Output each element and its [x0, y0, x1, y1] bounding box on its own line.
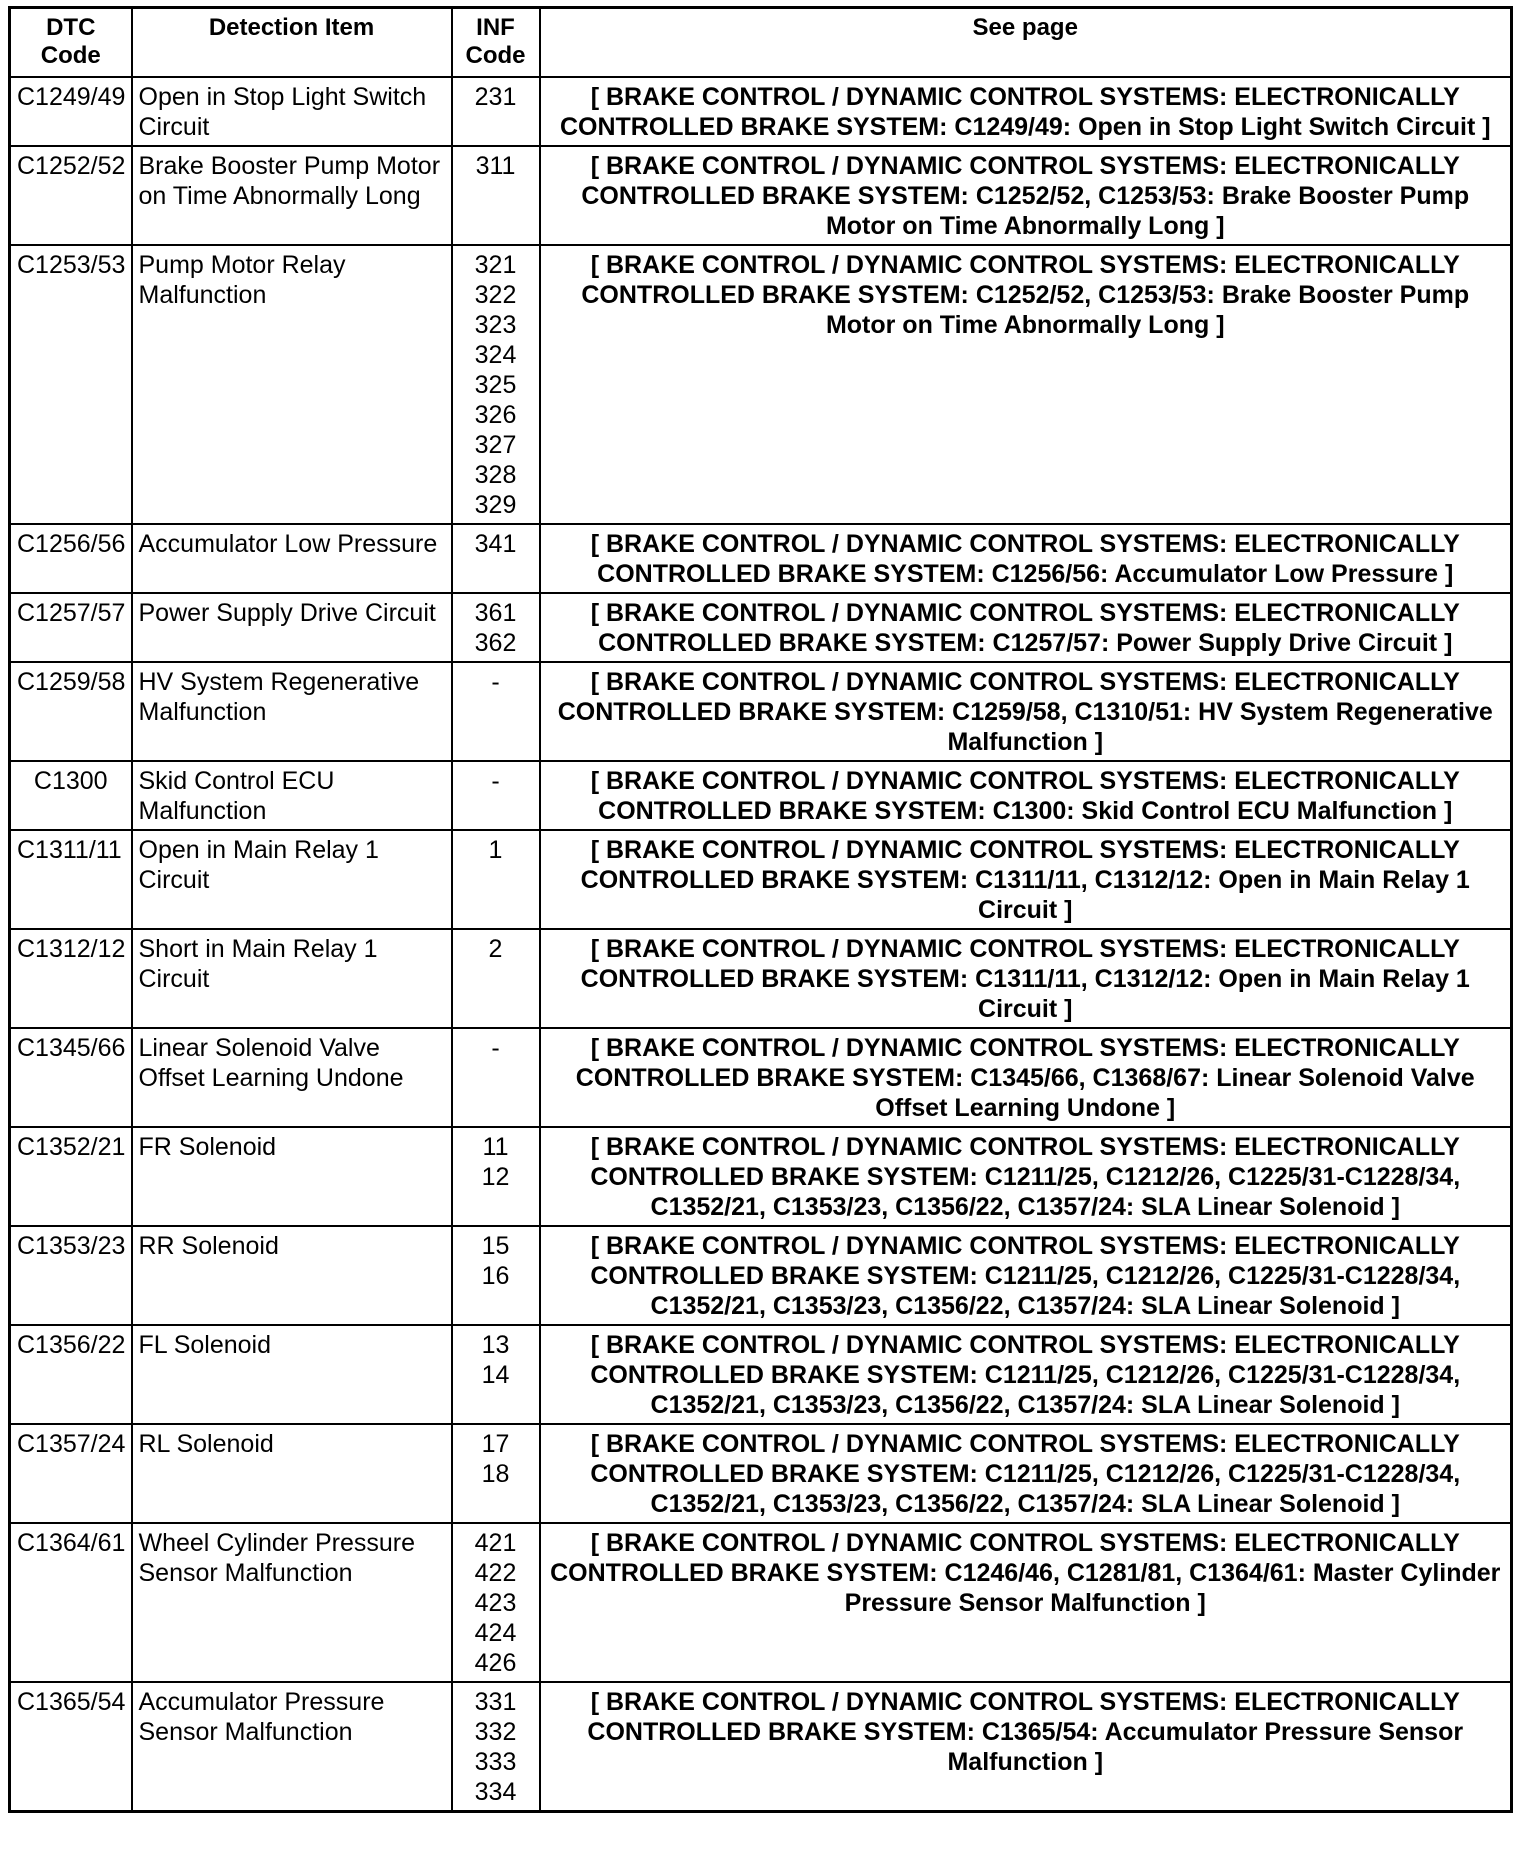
dtc-code-cell: C1364/61	[10, 1523, 132, 1682]
inf-code-cell: 11 12	[452, 1127, 540, 1226]
see-page-link[interactable]: [ BRAKE CONTROL / DYNAMIC CONTROL SYSTEMS: ELECTRONICALLY CONTROLLED BRAKE SYSTEM: C1300: Skid Control ECU Malfunction ]	[540, 761, 1512, 830]
inf-code-cell: 321 322 323 324 325 326 327 328 329	[452, 245, 540, 524]
table-row	[10, 662, 1512, 761]
dtc-code-cell: C1252/52	[10, 146, 132, 245]
detection-item-cell: FR Solenoid	[132, 1127, 452, 1226]
detection-item-cell: Short in Main Relay 1 Circuit	[132, 929, 452, 1028]
detection-item-cell: Accumulator Low Pressure	[132, 524, 452, 593]
header-dtc-line2: Code	[40, 42, 101, 69]
table-row	[10, 1523, 1512, 1682]
detection-item-cell: RR Solenoid	[132, 1226, 452, 1325]
table-row	[10, 1682, 1512, 1812]
table-row	[10, 929, 1512, 1028]
see-page-link[interactable]: [ BRAKE CONTROL / DYNAMIC CONTROL SYSTEMS: ELECTRONICALLY CONTROLLED BRAKE SYSTEM: C1211/25, C1212/26, C1225/31-C1228/34, C1352/21, C1353/23, C1356/22, C1357/24: SLA Linear Solenoid ]	[540, 1226, 1512, 1325]
dtc-code-cell: C1257/57	[10, 593, 132, 662]
table-body	[10, 77, 1512, 1812]
table-row	[10, 1028, 1512, 1127]
table-row	[10, 830, 1512, 929]
table-row	[10, 524, 1512, 593]
see-page-link[interactable]: [ BRAKE CONTROL / DYNAMIC CONTROL SYSTEMS: ELECTRONICALLY CONTROLLED BRAKE SYSTEM: C1311/11, C1312/12: Open in Main Relay 1 Circuit ]	[540, 830, 1512, 929]
table-row	[10, 1226, 1512, 1325]
see-page-link[interactable]: [ BRAKE CONTROL / DYNAMIC CONTROL SYSTEMS: ELECTRONICALLY CONTROLLED BRAKE SYSTEM: C1211/25, C1212/26, C1225/31-C1228/34, C1352/21, C1353/23, C1356/22, C1357/24: SLA Linear Solenoid ]	[540, 1424, 1512, 1523]
dtc-code-cell: C1256/56	[10, 524, 132, 593]
dtc-code-cell: C1357/24	[10, 1424, 132, 1523]
inf-code-cell: 361 362	[452, 593, 540, 662]
dtc-code-cell: C1311/11	[10, 830, 132, 929]
dtc-code-cell: C1353/23	[10, 1226, 132, 1325]
header-inf-line1: INF	[476, 14, 515, 41]
see-page-link[interactable]: [ BRAKE CONTROL / DYNAMIC CONTROL SYSTEMS: ELECTRONICALLY CONTROLLED BRAKE SYSTEM: C1311/11, C1312/12: Open in Main Relay 1 Circuit ]	[540, 929, 1512, 1028]
header-see-page: See page	[540, 8, 1512, 78]
dtc-code-cell: C1312/12	[10, 929, 132, 1028]
inf-code-cell: 15 16	[452, 1226, 540, 1325]
detection-item-cell: RL Solenoid	[132, 1424, 452, 1523]
dtc-code-cell: C1356/22	[10, 1325, 132, 1424]
inf-code-cell: -	[452, 1028, 540, 1127]
see-page-link[interactable]: [ BRAKE CONTROL / DYNAMIC CONTROL SYSTEMS: ELECTRONICALLY CONTROLLED BRAKE SYSTEM: C1252/52, C1253/53: Brake Booster Pump Motor on Time Abnormally Long ]	[540, 146, 1512, 245]
table-row	[10, 1325, 1512, 1424]
see-page-link[interactable]: [ BRAKE CONTROL / DYNAMIC CONTROL SYSTEMS: ELECTRONICALLY CONTROLLED BRAKE SYSTEM: C1211/25, C1212/26, C1225/31-C1228/34, C1352/21, C1353/23, C1356/22, C1357/24: SLA Linear Solenoid ]	[540, 1325, 1512, 1424]
inf-code-cell: 331 332 333 334	[452, 1682, 540, 1812]
dtc-code-cell: C1300	[10, 761, 132, 830]
see-page-link[interactable]: [ BRAKE CONTROL / DYNAMIC CONTROL SYSTEMS: ELECTRONICALLY CONTROLLED BRAKE SYSTEM: C1256/56: Accumulator Low Pressure ]	[540, 524, 1512, 593]
inf-code-cell: -	[452, 761, 540, 830]
header-dtc-line1: DTC	[46, 14, 96, 41]
inf-code-cell: 311	[452, 146, 540, 245]
header-detection-item: Detection Item	[132, 8, 452, 78]
detection-item-cell: Linear Solenoid Valve Offset Learning Undone	[132, 1028, 452, 1127]
table-row	[10, 761, 1512, 830]
table-row	[10, 1127, 1512, 1226]
inf-code-cell: 231	[452, 77, 540, 146]
detection-item-cell: FL Solenoid	[132, 1325, 452, 1424]
inf-code-cell: 1	[452, 830, 540, 929]
see-page-link[interactable]: [ BRAKE CONTROL / DYNAMIC CONTROL SYSTEMS: ELECTRONICALLY CONTROLLED BRAKE SYSTEM: C1246/46, C1281/81, C1364/61: Master Cylinder Pressure Sensor Malfunction ]	[540, 1523, 1512, 1682]
detection-item-cell: Skid Control ECU Malfunction	[132, 761, 452, 830]
see-page-link[interactable]: [ BRAKE CONTROL / DYNAMIC CONTROL SYSTEMS: ELECTRONICALLY CONTROLLED BRAKE SYSTEM: C1249/49: Open in Stop Light Switch Circuit ]	[540, 77, 1512, 146]
header-inf-code	[452, 8, 540, 78]
detection-item-cell: Pump Motor Relay Malfunction	[132, 245, 452, 524]
detection-item-cell: Open in Main Relay 1 Circuit	[132, 830, 452, 929]
detection-item-cell: Wheel Cylinder Pressure Sensor Malfunction	[132, 1523, 452, 1682]
see-page-link[interactable]: [ BRAKE CONTROL / DYNAMIC CONTROL SYSTEMS: ELECTRONICALLY CONTROLLED BRAKE SYSTEM: C1345/66, C1368/67: Linear Solenoid Valve Offset Learning Undone ]	[540, 1028, 1512, 1127]
dtc-code-cell: C1345/66	[10, 1028, 132, 1127]
inf-code-cell: -	[452, 662, 540, 761]
inf-code-cell: 2	[452, 929, 540, 1028]
table-row	[10, 77, 1512, 146]
detection-item-cell: Brake Booster Pump Motor on Time Abnormally Long	[132, 146, 452, 245]
dtc-code-cell: C1249/49	[10, 77, 132, 146]
inf-code-cell: 421 422 423 424 426	[452, 1523, 540, 1682]
inf-code-cell: 17 18	[452, 1424, 540, 1523]
inf-code-cell: 13 14	[452, 1325, 540, 1424]
table-row	[10, 1424, 1512, 1523]
dtc-code-cell: C1253/53	[10, 245, 132, 524]
dtc-table-page	[8, 6, 1510, 1813]
dtc-code-cell: C1365/54	[10, 1682, 132, 1812]
detection-item-cell: Open in Stop Light Switch Circuit	[132, 77, 452, 146]
see-page-link[interactable]: [ BRAKE CONTROL / DYNAMIC CONTROL SYSTEMS: ELECTRONICALLY CONTROLLED BRAKE SYSTEM: C1257/57: Power Supply Drive Circuit ]	[540, 593, 1512, 662]
detection-item-cell: HV System Regenerative Malfunction	[132, 662, 452, 761]
dtc-code-cell: C1259/58	[10, 662, 132, 761]
table-header-row	[10, 8, 1512, 78]
see-page-link[interactable]: [ BRAKE CONTROL / DYNAMIC CONTROL SYSTEMS: ELECTRONICALLY CONTROLLED BRAKE SYSTEM: C1252/52, C1253/53: Brake Booster Pump Motor on Time Abnormally Long ]	[540, 245, 1512, 524]
see-page-link[interactable]: [ BRAKE CONTROL / DYNAMIC CONTROL SYSTEMS: ELECTRONICALLY CONTROLLED BRAKE SYSTEM: C1259/58, C1310/51: HV System Regenerative Malfunction ]	[540, 662, 1512, 761]
dtc-table	[8, 6, 1513, 1813]
header-dtc-code	[10, 8, 132, 78]
header-inf-line2: Code	[465, 42, 526, 69]
inf-code-cell: 341	[452, 524, 540, 593]
table-row	[10, 245, 1512, 524]
see-page-link[interactable]: [ BRAKE CONTROL / DYNAMIC CONTROL SYSTEMS: ELECTRONICALLY CONTROLLED BRAKE SYSTEM: C1365/54: Accumulator Pressure Sensor Malfunction ]	[540, 1682, 1512, 1812]
detection-item-cell: Accumulator Pressure Sensor Malfunction	[132, 1682, 452, 1812]
detection-item-cell: Power Supply Drive Circuit	[132, 593, 452, 662]
dtc-code-cell: C1352/21	[10, 1127, 132, 1226]
see-page-link[interactable]: [ BRAKE CONTROL / DYNAMIC CONTROL SYSTEMS: ELECTRONICALLY CONTROLLED BRAKE SYSTEM: C1211/25, C1212/26, C1225/31-C1228/34, C1352/21, C1353/23, C1356/22, C1357/24: SLA Linear Solenoid ]	[540, 1127, 1512, 1226]
table-row	[10, 593, 1512, 662]
table-row	[10, 146, 1512, 245]
